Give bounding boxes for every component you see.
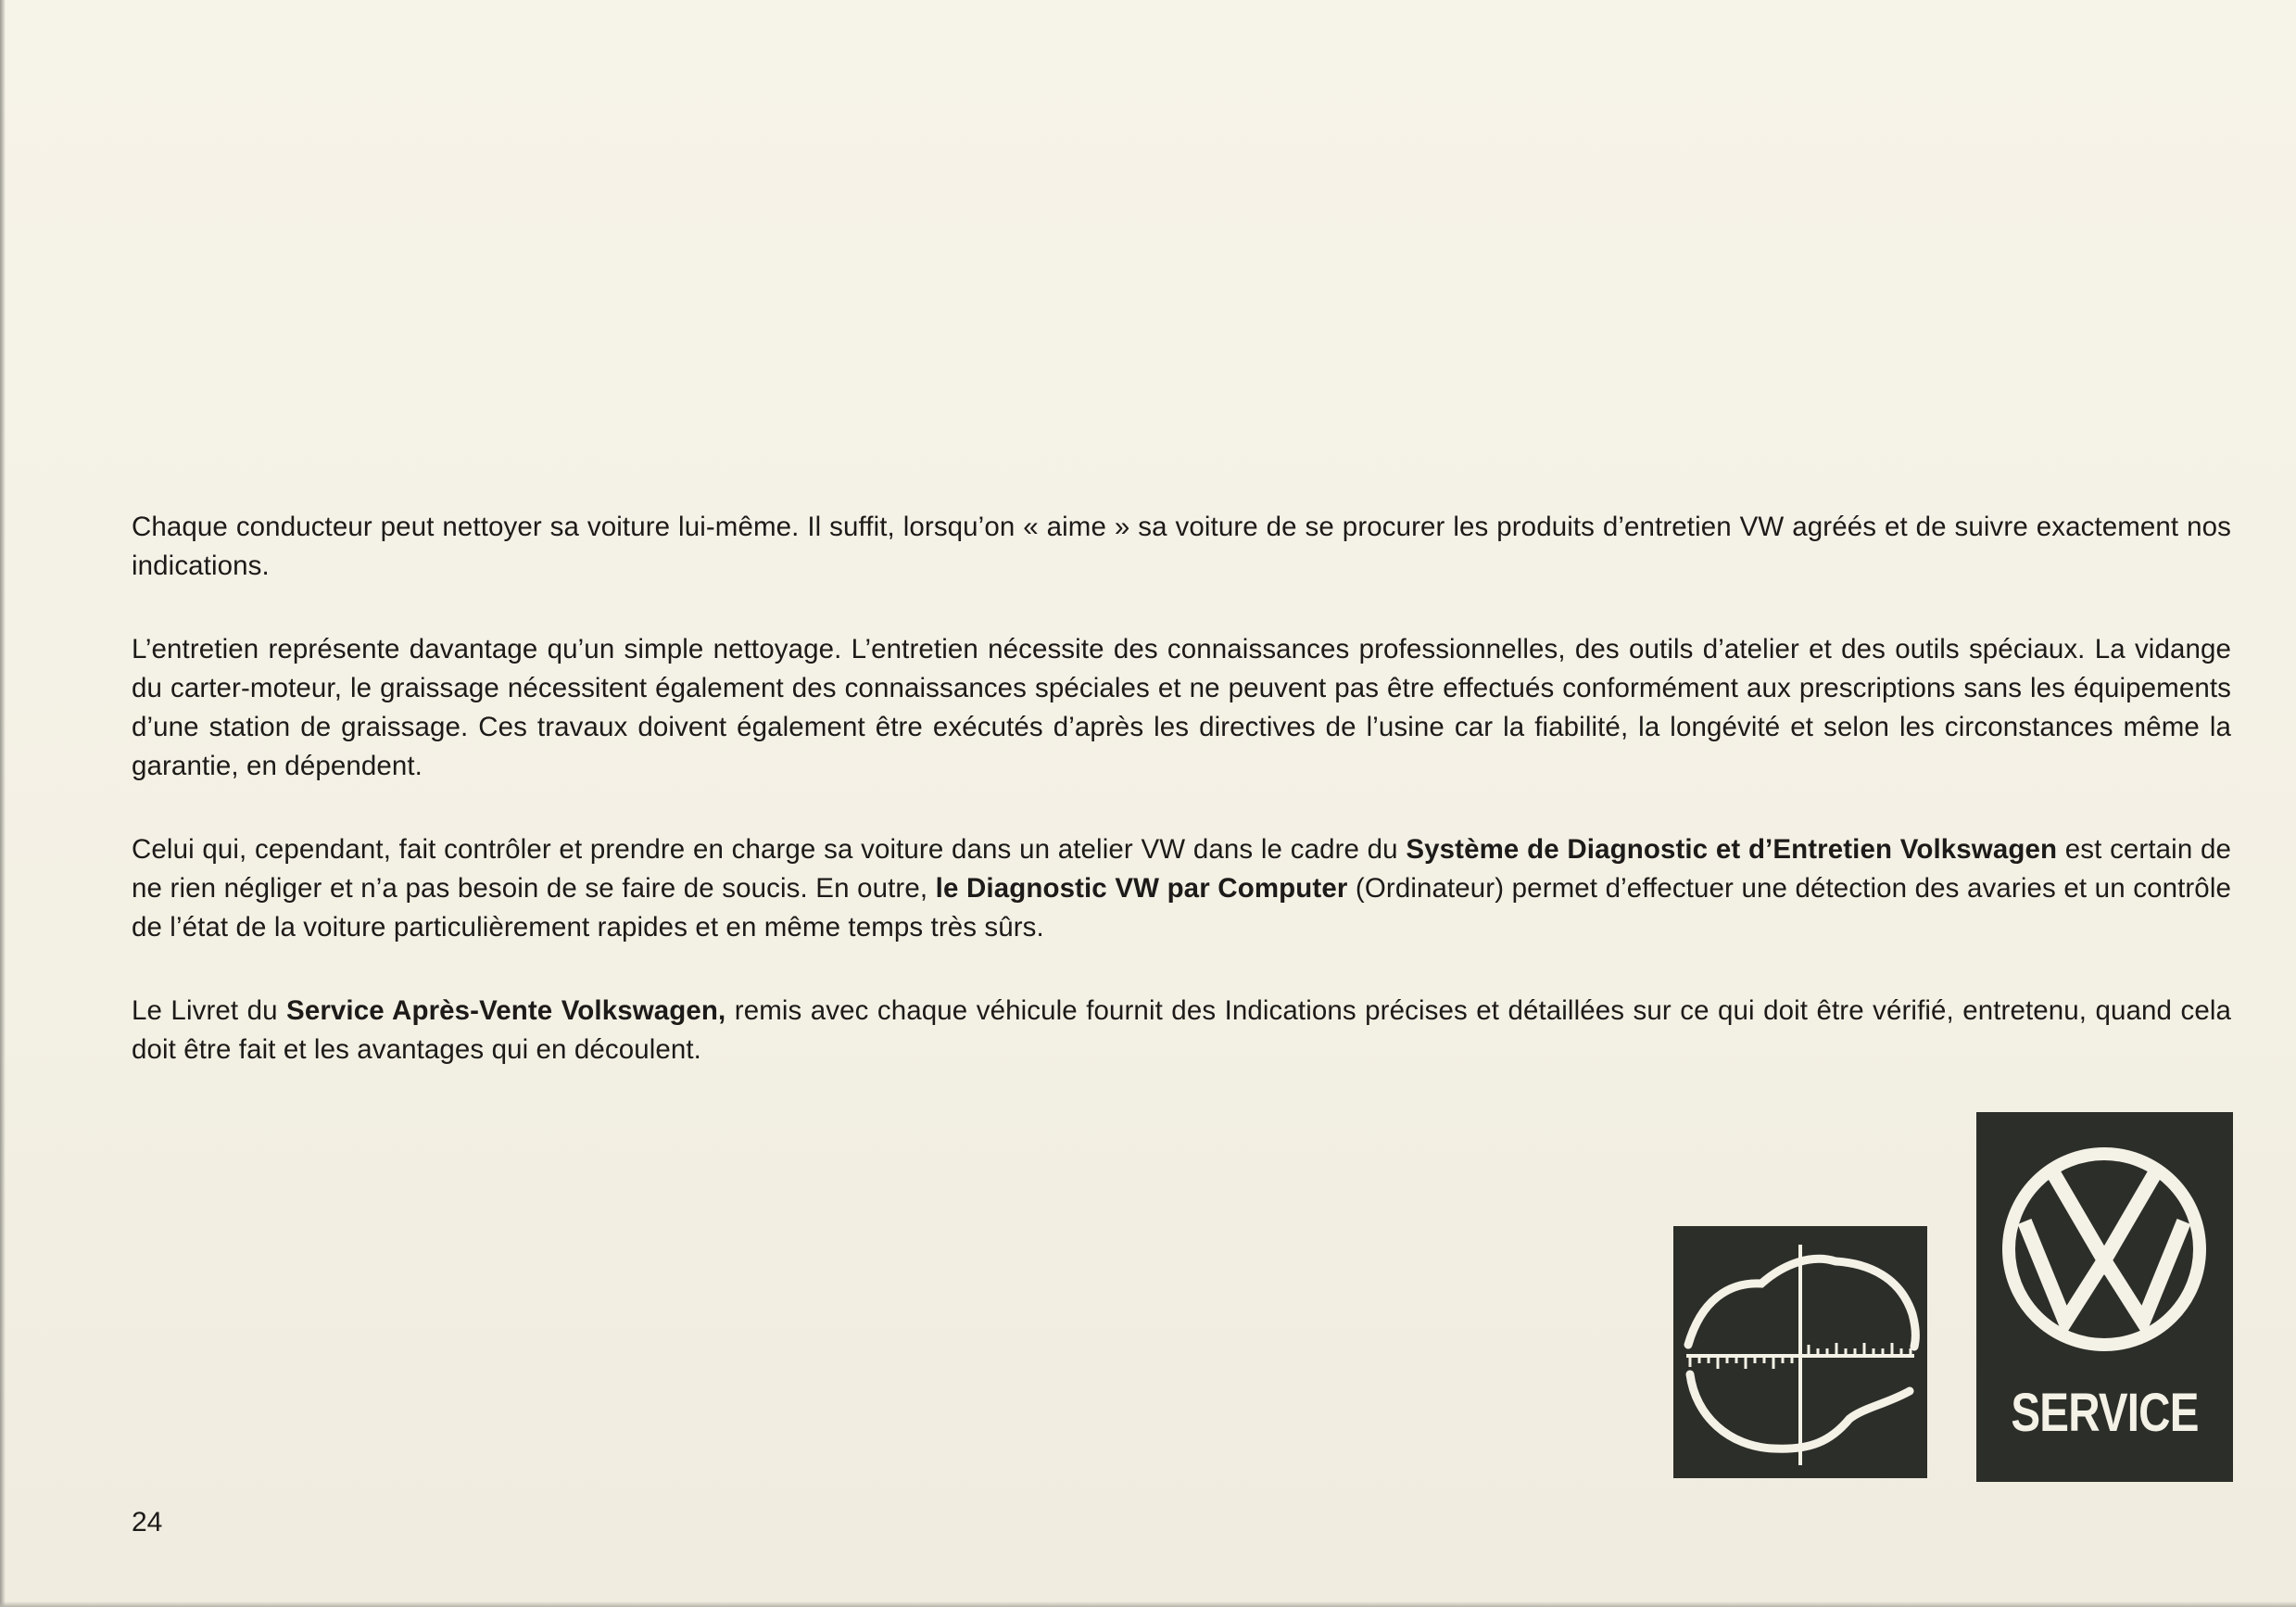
page-number: 24 [132, 1507, 163, 1537]
paragraph-4-text-1: Le Livret du [132, 995, 287, 1026]
paragraph-3 [132, 830, 2231, 947]
vw-diagnosis-logo-icon [1673, 1226, 1927, 1478]
paragraph-3-text-3: (Ordinateur) permet d’effectuer une détection des avaries et un contrôle de l’état de la voiture particulièrement rapides et en même temps très sûrs. [132, 873, 2231, 943]
paragraph-1-text: Chaque conducteur peut nettoyer sa voiture lui-même. Il suffit, lorsqu’on « aime » sa voiture de se procurer les produits d’entretien VW agréés et de suivre exactement nos indications. [132, 512, 2231, 581]
vw-service-logo-icon [1976, 1112, 2233, 1482]
paragraph-1 [132, 508, 2231, 586]
paragraph-3-text-1: Celui qui, cependant, fait contrôler et prendre en charge sa voiture dans un atelier VW dans le cadre du [132, 834, 1407, 865]
diagnosis-logo-graphic [1673, 1226, 1927, 1478]
vw-emblem-graphic [1976, 1112, 2233, 1381]
paragraph-2 [132, 630, 2231, 786]
paragraph-3-text-2: est certain de ne rien négliger et n’a pas besoin de se faire de soucis. En outre, [132, 834, 2232, 904]
paragraph-2-text: L’entretien représente davantage qu’un simple nettoyage. L’entretien nécessite des connaissances professionnelles, des outils d’atelier et des outils spéciaux. La vidange du carter-moteur, le graissage nécessitent également des connaissances spéciales et ne peuvent pas être effectués conformément aux prescriptions sans les équipements d’une station de graissage. Ces travaux doivent également être exécutés d’après les directives de l’usine car la fiabilité, la longévité et selon les circonstances même la garantie, en dépendent. [132, 634, 2231, 781]
page-left-edge [0, 0, 6, 1607]
paragraph-3-bold-diagnostic: le Diagnostic VW par Computer [935, 873, 1348, 904]
body-text [132, 508, 2231, 1114]
paragraph-4-bold-service: Service Après-Vente Volkswagen, [286, 995, 726, 1026]
paragraph-3-bold-system: Système de Diagnostic et d’Entretien Volkswagen [1406, 834, 2058, 865]
paragraph-4 [132, 992, 2231, 1069]
paragraph-4-text-2: remis avec chaque véhicule fournit des Indications précises et détaillées sur ce qui doit être vérifié, entretenu, quand cela doit être fait et les avantages qui en découlent. [132, 995, 2231, 1065]
service-label: SERVICE [2011, 1383, 2199, 1443]
page-bottom-edge [0, 1601, 2296, 1607]
